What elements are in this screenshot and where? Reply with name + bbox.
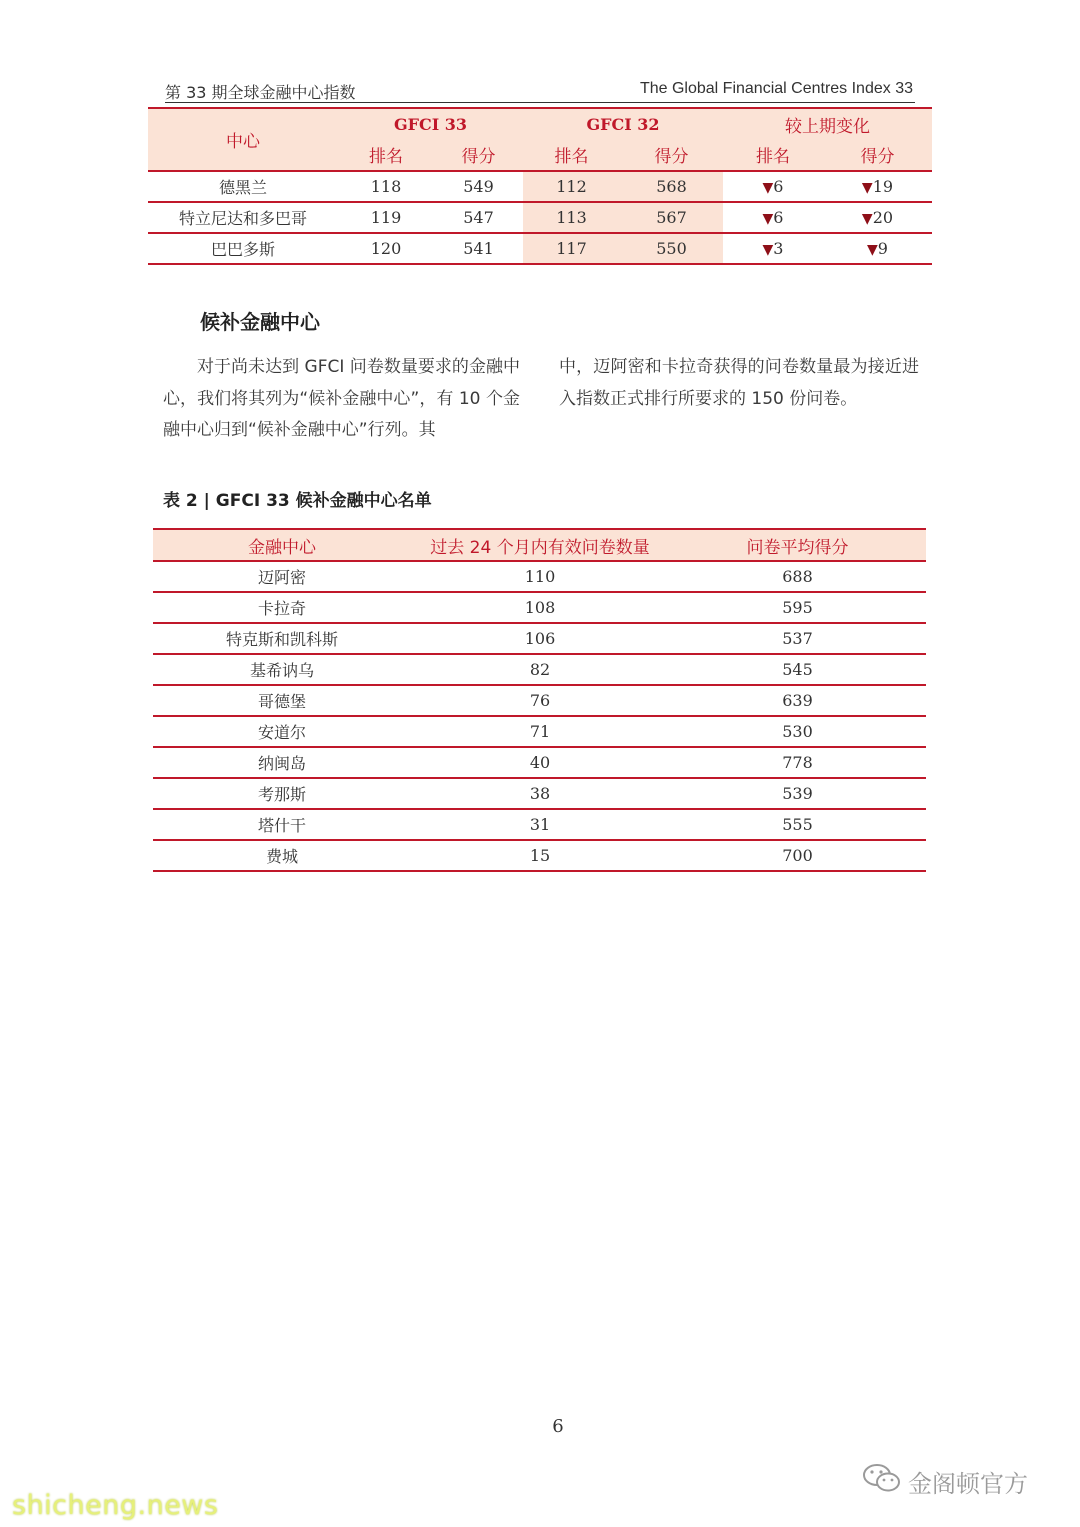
col-centre-header: 金融中心 — [153, 529, 411, 561]
down-triangle-icon: ▼ — [861, 180, 873, 196]
ranking-table — [148, 107, 932, 265]
centre-name: 卡拉奇 — [153, 592, 411, 623]
centre-name: 迈阿密 — [153, 561, 411, 592]
table-row — [153, 623, 926, 654]
centre-name: 安道尔 — [153, 716, 411, 747]
average-score: 537 — [669, 623, 926, 654]
score-change-cell — [823, 233, 932, 264]
down-triangle-icon: ▼ — [861, 211, 873, 227]
centre-name: 纳闽岛 — [153, 747, 411, 778]
rank-change-value: 3 — [773, 239, 784, 258]
average-score: 539 — [669, 778, 926, 809]
score-value: 549 — [434, 171, 523, 202]
down-triangle-icon: ▼ — [762, 242, 774, 258]
sub-score-header: 得分 — [434, 139, 523, 171]
table-row — [148, 171, 932, 202]
response-count: 106 — [411, 623, 669, 654]
center-name: 特立尼达和多巴哥 — [148, 202, 338, 233]
down-triangle-icon: ▼ — [762, 180, 774, 196]
table-row — [148, 233, 932, 264]
table-row — [153, 809, 926, 840]
centre-name: 考那斯 — [153, 778, 411, 809]
average-score: 530 — [669, 716, 926, 747]
associate-centres-table — [153, 528, 926, 872]
table-row — [148, 202, 932, 233]
centre-name: 塔什干 — [153, 809, 411, 840]
table-row — [153, 654, 926, 685]
running-header-english-title: The Global Financial Centres Index 33 — [639, 80, 913, 97]
group-gfci33-header: GFCI 33 — [393, 114, 468, 134]
average-score: 688 — [669, 561, 926, 592]
col-count-header: 过去 24 个月内有效问卷数量 — [411, 529, 669, 561]
response-count: 110 — [411, 561, 669, 592]
score-change-value: 19 — [872, 177, 894, 196]
group-gfci32-header: GFCI 32 — [586, 114, 660, 134]
center-name: 巴巴多斯 — [148, 233, 338, 264]
sub-score-header: 得分 — [823, 139, 932, 171]
average-score: 639 — [669, 685, 926, 716]
response-count: 15 — [411, 840, 669, 871]
table-row — [153, 747, 926, 778]
centre-name: 特克斯和凯科斯 — [153, 623, 411, 654]
body-paragraph-left: 对于尚未达到 GFCI 问卷数量要求的金融中心，我们将其列为“候补金融中心”，有 10 个金融中心归到“候补金融中心”行列。其 — [163, 357, 520, 440]
brand-watermark — [862, 1462, 1028, 1500]
col-avg-header: 问卷平均得分 — [669, 529, 926, 561]
score-value: 541 — [434, 233, 523, 264]
score-change-cell — [823, 202, 932, 233]
rank-change-value: 6 — [773, 208, 784, 227]
site-watermark: shicheng.news — [12, 1490, 219, 1521]
average-score: 595 — [669, 592, 926, 623]
rank-change-value: 6 — [773, 177, 784, 196]
score-value: 550 — [620, 233, 723, 264]
header-divider — [165, 102, 915, 103]
page-number: 6 — [552, 1416, 564, 1437]
response-count: 108 — [411, 592, 669, 623]
brand-name: 金阁顿官方 — [908, 1469, 1028, 1498]
table-row — [153, 716, 926, 747]
score-value: 547 — [434, 202, 523, 233]
rank-change-cell — [723, 233, 823, 264]
group-change-header: 较上期变化 — [785, 116, 870, 137]
response-count: 38 — [411, 778, 669, 809]
score-change-value: 9 — [877, 239, 888, 258]
section-title: 候补金融中心 — [200, 310, 320, 334]
col-center-header: 中心 — [148, 108, 338, 171]
table-caption: 表 2 | GFCI 33 候补金融中心名单 — [163, 491, 432, 511]
rank-value: 120 — [338, 233, 434, 264]
table-row — [153, 840, 926, 871]
center-name: 德黑兰 — [148, 171, 338, 202]
sub-rank-header: 排名 — [523, 139, 620, 171]
table-row — [153, 561, 926, 592]
table-row — [153, 592, 926, 623]
average-score: 778 — [669, 747, 926, 778]
response-count: 40 — [411, 747, 669, 778]
sub-rank-header: 排名 — [338, 139, 434, 171]
score-change-cell — [823, 171, 932, 202]
rank-value: 117 — [523, 233, 620, 264]
centre-name: 基希讷乌 — [153, 654, 411, 685]
down-triangle-icon: ▼ — [762, 211, 774, 227]
rank-change-cell — [723, 171, 823, 202]
average-score: 700 — [669, 840, 926, 871]
response-count: 76 — [411, 685, 669, 716]
sub-score-header: 得分 — [620, 139, 723, 171]
rank-change-cell — [723, 202, 823, 233]
body-paragraph-right: 中，迈阿密和卡拉奇获得的问卷数量最为接近进入指数正式排行所要求的 150 份问卷。 — [559, 357, 919, 409]
rank-value: 113 — [523, 202, 620, 233]
rank-value: 112 — [523, 171, 620, 202]
response-count: 82 — [411, 654, 669, 685]
response-count: 71 — [411, 716, 669, 747]
centre-name: 费城 — [153, 840, 411, 871]
score-value: 567 — [620, 202, 723, 233]
average-score: 545 — [669, 654, 926, 685]
table-row — [153, 685, 926, 716]
table-row — [153, 778, 926, 809]
running-header-title: 第 33 期全球金融中心指数 — [165, 83, 356, 102]
rank-value: 118 — [338, 171, 434, 202]
down-triangle-icon: ▼ — [867, 242, 878, 258]
wechat-icon — [862, 1462, 902, 1500]
centre-name: 哥德堡 — [153, 685, 411, 716]
rank-value: 119 — [338, 202, 434, 233]
score-value: 568 — [620, 171, 723, 202]
average-score: 555 — [669, 809, 926, 840]
score-change-value: 20 — [872, 208, 894, 227]
sub-rank-header: 排名 — [723, 139, 823, 171]
response-count: 31 — [411, 809, 669, 840]
